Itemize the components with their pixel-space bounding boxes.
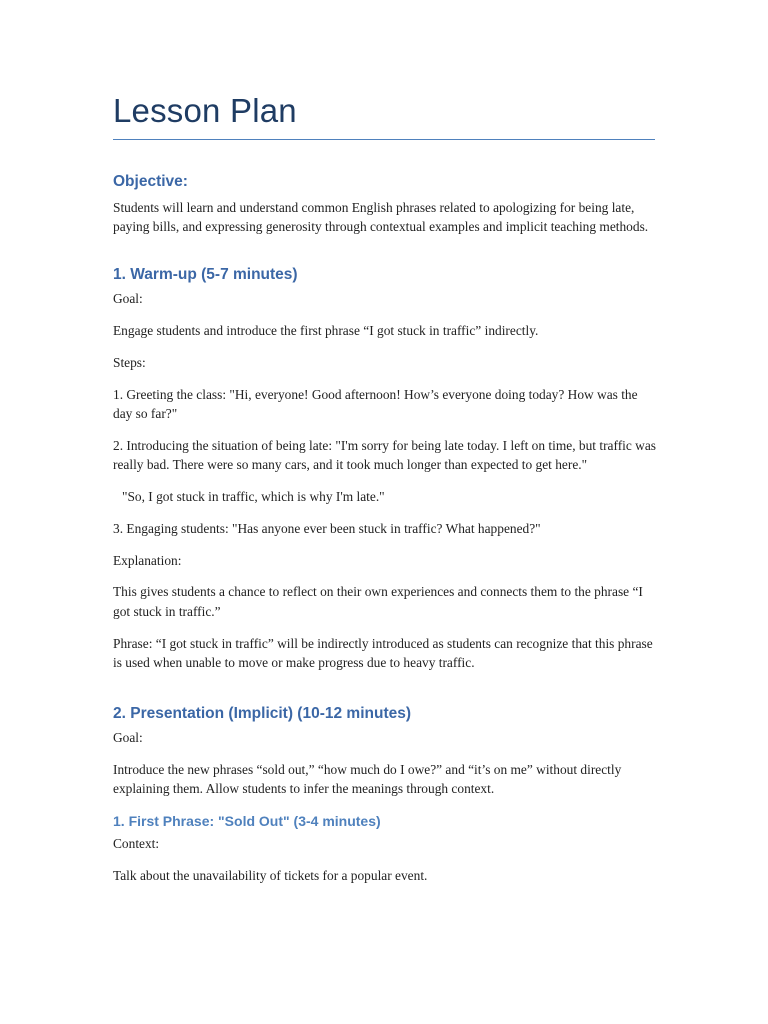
first-phrase-context-label: Context: xyxy=(113,835,160,851)
objective-heading: Objective: xyxy=(113,173,188,190)
presentation-heading: 2. Presentation (Implicit) (10-12 minutes) xyxy=(113,704,412,722)
warmup-quote: "So, I got stuck in traffic, which is why I'm late." xyxy=(122,489,385,504)
warmup-goal-label: Goal: xyxy=(113,291,143,307)
warmup-explanation-label: Explanation: xyxy=(113,552,182,568)
warmup-explanation-text: This gives students a chance to reflect on their own experiences and connects them to the phrase “I got stuck in traffic.” xyxy=(113,584,643,619)
document-title: Lesson Plan xyxy=(113,92,297,129)
document-page xyxy=(113,0,656,1024)
document-body xyxy=(113,171,656,897)
warmup-heading: 1. Warm-up (5-7 minutes) xyxy=(113,266,298,284)
presentation-goal-label: Goal: xyxy=(113,729,143,745)
warmup-step-1: 1. Greeting the class: "Hi, everyone! Good afternoon! How’s everyone doing today? How was the day so far?" xyxy=(113,386,638,421)
warmup-goal-text: Engage students and introduce the first phrase “I got stuck in traffic” indirectly. xyxy=(113,323,539,338)
title-underline xyxy=(113,139,655,140)
warmup-step-2: 2. Introducing the situation of being late: "I'm sorry for being late today. I left on time, but traffic was really bad. There were so many cars, and it took much longer than expected to get here." xyxy=(113,437,656,473)
objective-text: Students will learn and understand common English phrases related to apologizing for being late, paying bills, and expressing generosity through contextual examples and implicit teaching methods. xyxy=(113,200,649,235)
warmup-phrase-text: Phrase: “I got stuck in traffic” will be indirectly introduced as students can recognize that this phrase is used when unable to move or make progress due to heavy traffic. xyxy=(113,635,653,670)
first-phrase-context-text: Talk about the unavailability of tickets for a popular event. xyxy=(113,867,428,883)
first-phrase-heading: 1. First Phrase: "Sold Out" (3-4 minutes) xyxy=(113,812,381,829)
warmup-step-3: 3. Engaging students: "Has anyone ever been stuck in traffic? What happened?" xyxy=(113,520,541,536)
warmup-steps-label: Steps: xyxy=(113,354,146,370)
presentation-goal-text: Introduce the new phrases “sold out,” “how much do I owe?” and “it’s on me” without directly explaining them. Allow students to infer the meanings through context. xyxy=(113,761,622,796)
